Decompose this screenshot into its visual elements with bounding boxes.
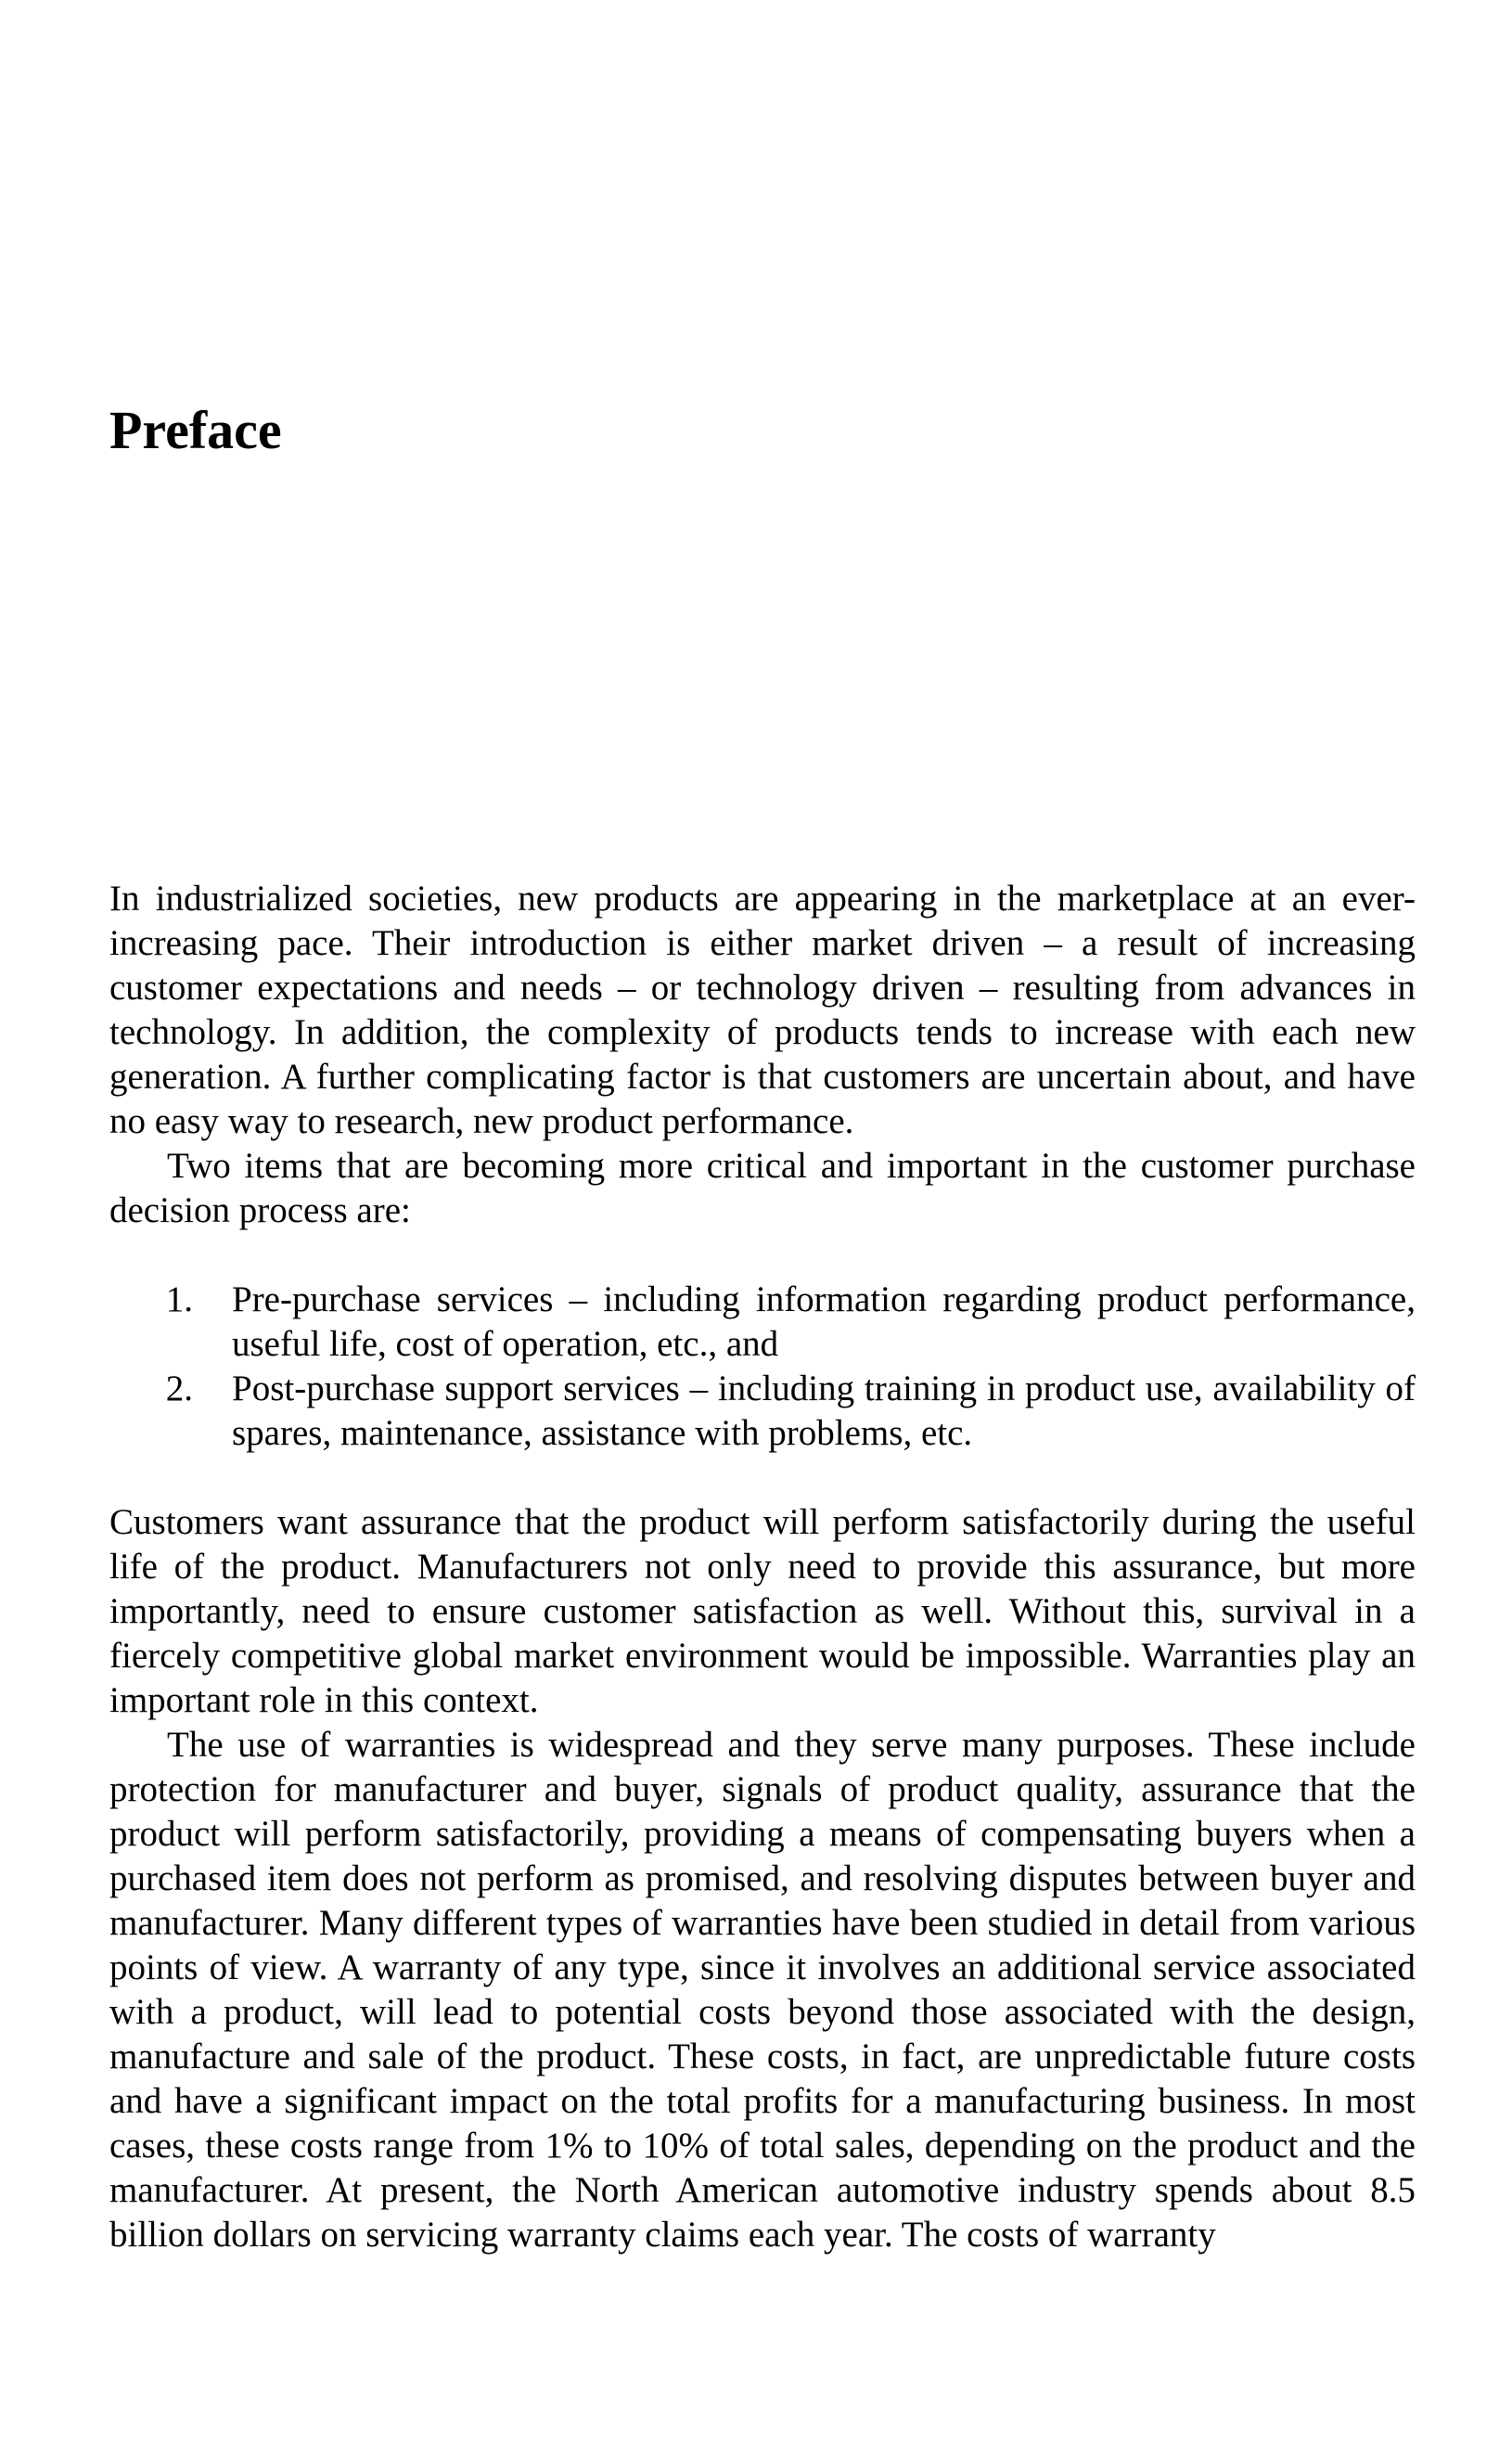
list-item-number: 1. [165,1279,193,1319]
paragraph-assurance: Customers want assurance that the product will perform satisfactorily during the useful life of the product. Manufacturers not only need to provide this assurance, but more importantly, need to ensure customer satisfaction as well. Without this, survival in a fiercely competitive global market environment would be impossible. Warranties play an important role in this context. [109,1502,1416,1720]
list-item [109,1367,1416,1456]
paragraph-intro: In industrialized societies, new products are appearing in the marketplace at an ever-increasing pace. Their introduction is either market driven – a result of increasing customer expectations and needs – or technology driven – resulting from advances in technology. In addition, the complexity of products tends to increase with each new generation. A further complicating factor is that customers are uncertain about, and have no easy way to research, new product performance. [109,879,1416,1141]
body-text [109,877,1416,2257]
list-item-text: Pre-purchase services – including information regarding product performance, useful life, cost of operation, etc., and [232,1279,1416,1364]
list-item-text: Post-purchase support services – including training in product use, availability of spares, maintenance, assistance with problems, etc. [232,1369,1416,1453]
paragraph-warranties: The use of warranties is widespread and they serve many purposes. These include protection for manufacturer and buyer, signals of product quality, assurance that the product will perform satisfactorily, providing a means of compensating buyers when a purchased item does not perform as promised, and resolving disputes between buyer and manufacturer. Many different types of warranties have been studied in detail from various points of view. A warranty of any type, since it involves an additional service associated with a product, will lead to potential costs beyond those associated with the design, manufacture and sale of the product. These costs, in fact, are unpredictable future costs and have a significant impact on the total profits for a manufacturing business. In most cases, these costs range from 1% to 10% of total sales, depending on the product and the manufacturer. At present, the North American automotive industry spends about 8.5 billion dollars on servicing warranty claims each year. The costs of warranty [109,1725,1416,2255]
list-item [109,1278,1416,1367]
numbered-list [109,1278,1416,1456]
page-title: Preface [109,400,282,460]
list-item-number: 2. [165,1369,193,1408]
paragraph-items-lead: Two items that are becoming more critical and important in the customer purchase decision process are: [109,1146,1416,1230]
